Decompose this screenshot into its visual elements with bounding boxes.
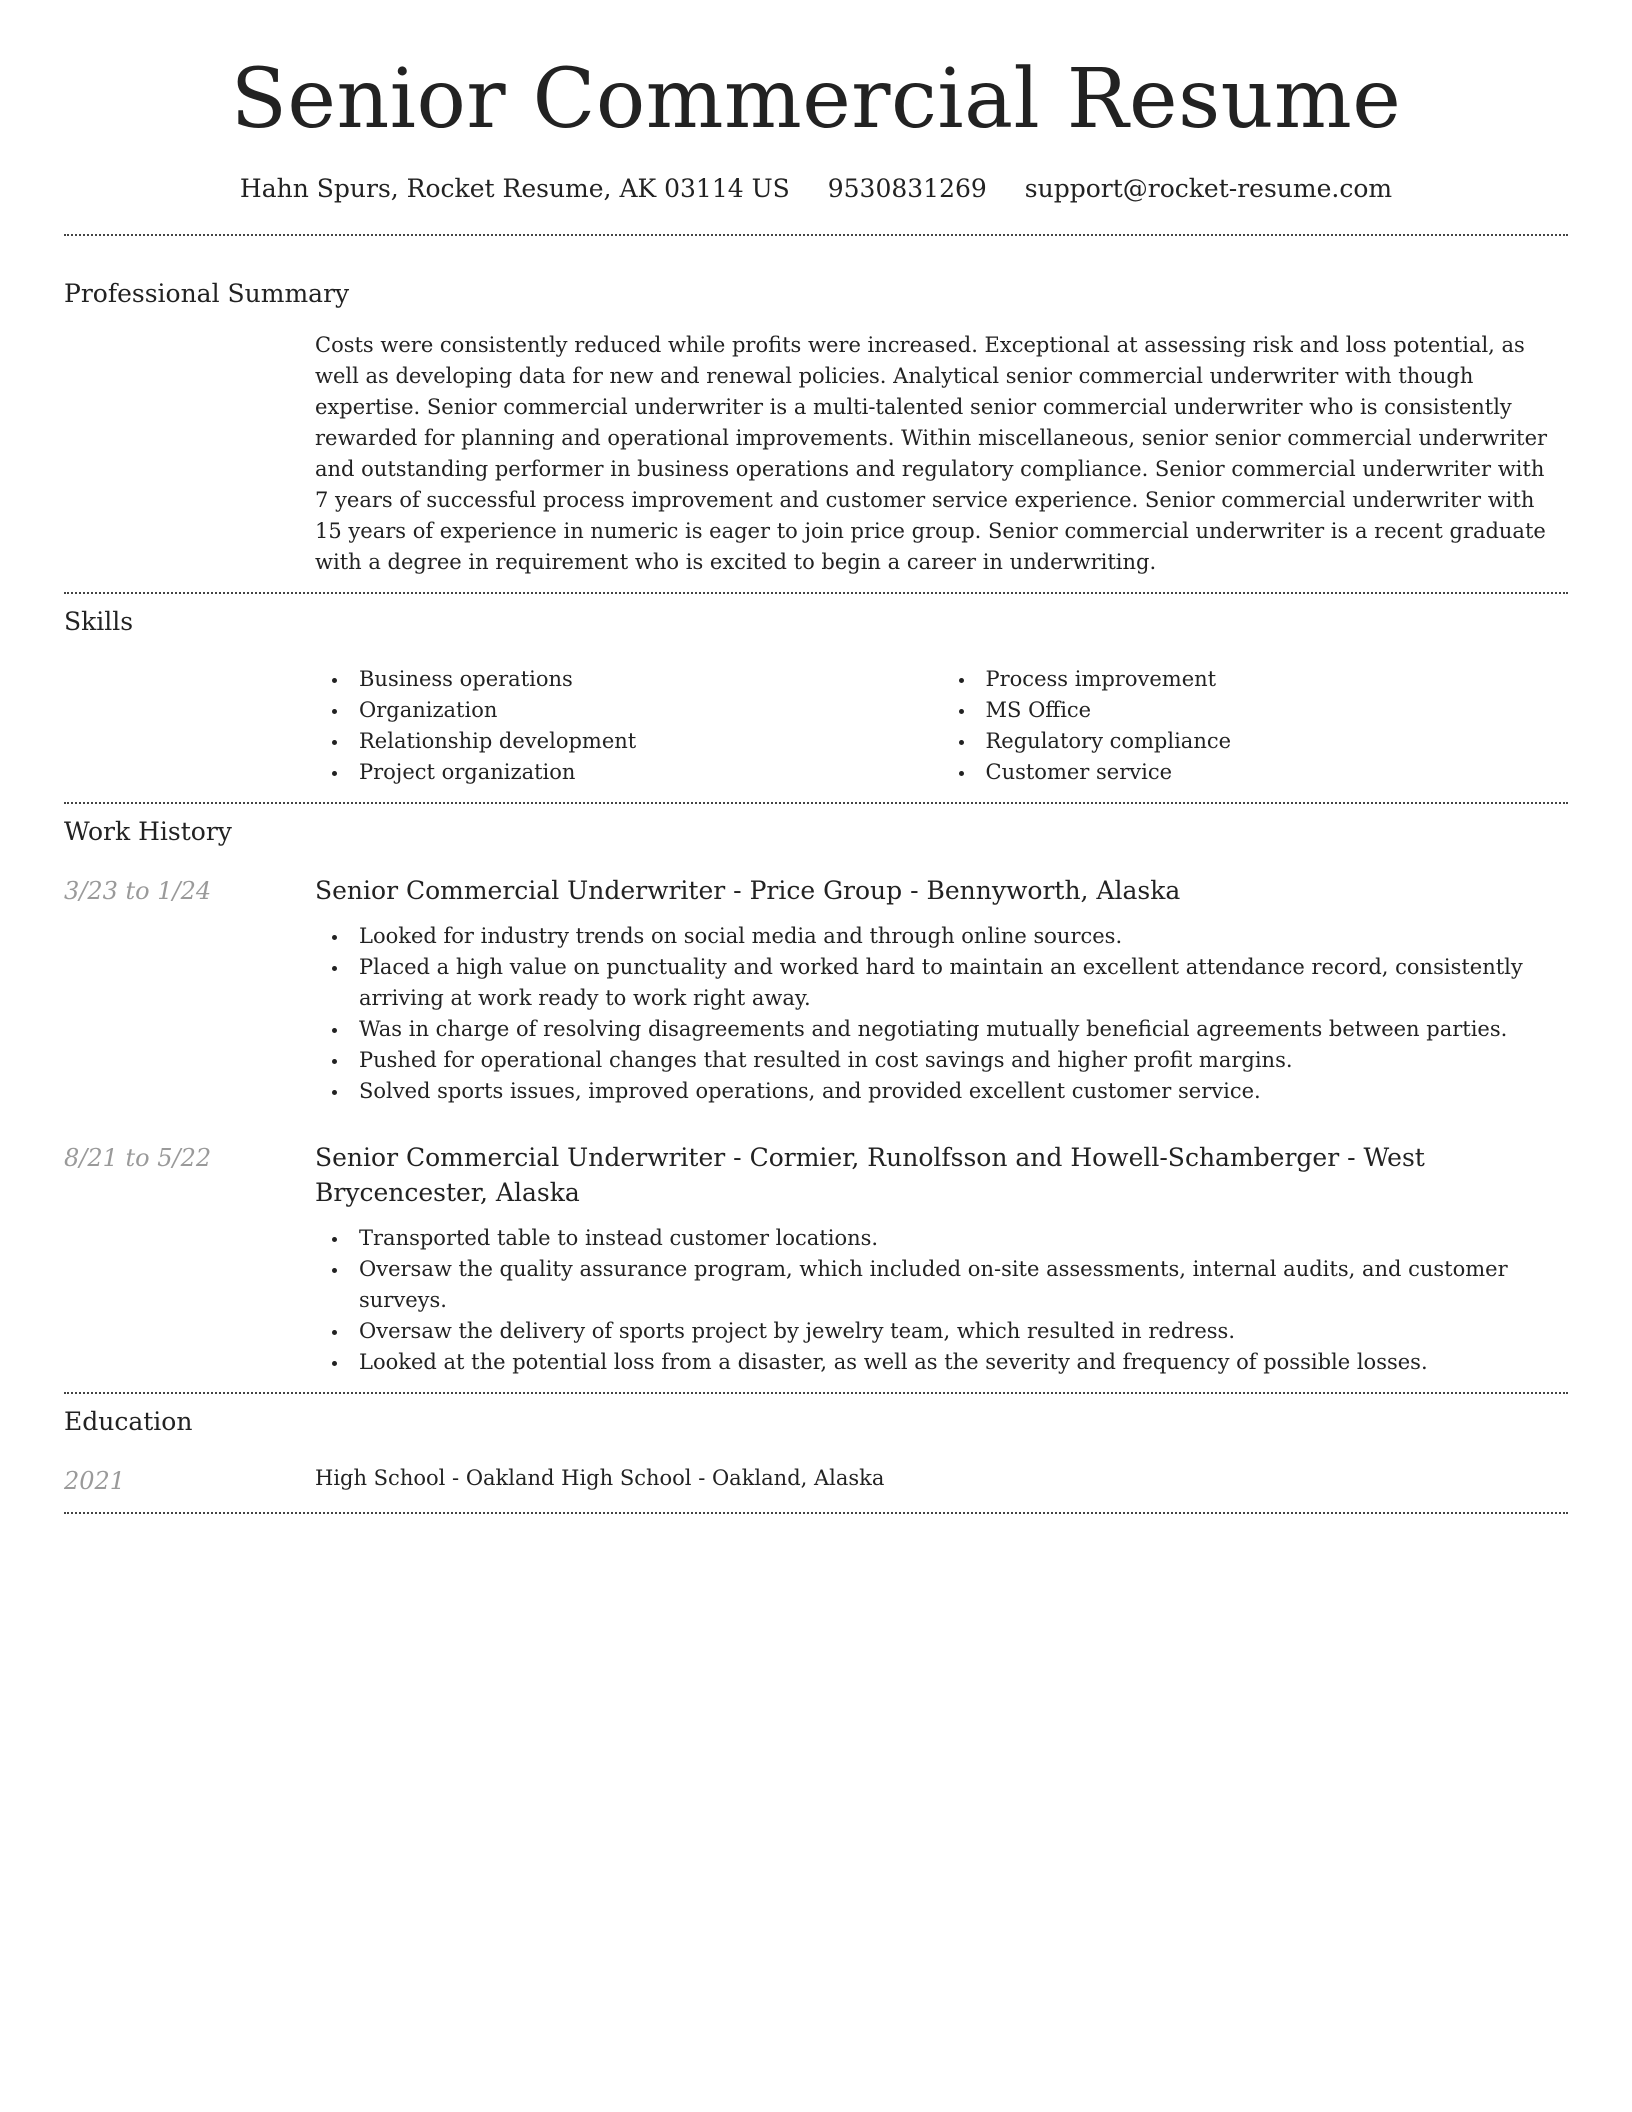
divider bbox=[64, 1512, 1568, 1514]
education-school: Oakland High School bbox=[465, 1466, 692, 1490]
divider bbox=[64, 1392, 1568, 1394]
contact-email: support@rocket-resume.com bbox=[1024, 174, 1393, 203]
summary-section bbox=[64, 330, 1568, 592]
divider bbox=[64, 802, 1568, 804]
job-bullet: Solved sports issues, improved operations, and provided excellent customer service. bbox=[315, 1076, 1568, 1107]
job-bullet: Looked for industry trends on social media and through online sources. bbox=[315, 921, 1568, 952]
job-heading: Senior Commercial Underwriter - Cormier, Runolfsson and Howell-Schamberger - West Brycencester, Alaska bbox=[315, 1143, 1425, 1207]
resume-title: Senior Commercial Resume bbox=[230, 52, 1402, 147]
job-location: Bennyworth, Alaska bbox=[926, 876, 1181, 905]
skills-heading: Skills bbox=[64, 607, 134, 636]
skill-item: Business operations bbox=[315, 664, 942, 695]
job-bullet: Oversaw the delivery of sports project by jewelry team, which resulted in redress. bbox=[315, 1316, 1568, 1347]
job-company: Cormier, Runolfsson and Howell-Schamberger bbox=[749, 1143, 1340, 1172]
job-company: Price Group bbox=[749, 876, 903, 905]
education-heading-line: High School - Oakland High School - Oakland, Alaska bbox=[315, 1466, 885, 1490]
summary-heading: Professional Summary bbox=[64, 279, 350, 308]
job-dates: 3/23 to 1/24 bbox=[64, 877, 212, 905]
job-dates: 8/21 to 5/22 bbox=[64, 1144, 212, 1172]
job-bullet: Pushed for operational changes that resulted in cost savings and higher profit margins. bbox=[315, 1045, 1568, 1076]
job-bullets bbox=[315, 921, 1568, 1107]
contact-address: Hahn Spurs, Rocket Resume, AK 03114 US bbox=[239, 174, 790, 203]
skill-item: Organization bbox=[315, 695, 942, 726]
job-bullet: Oversaw the quality assurance program, which included on-site assessments, internal audits, and customer surveys. bbox=[315, 1254, 1568, 1316]
education-entry bbox=[64, 1464, 1568, 1512]
job-bullet: Looked at the potential loss from a disaster, as well as the severity and frequency of possible losses. bbox=[315, 1347, 1568, 1378]
job-entry bbox=[64, 874, 1568, 1107]
skill-item: Customer service bbox=[942, 757, 1569, 788]
job-title: Senior Commercial Underwriter bbox=[315, 1143, 726, 1172]
contact-phone: 9530831269 bbox=[827, 174, 987, 203]
job-location: West Brycencester, Alaska bbox=[315, 1143, 1425, 1207]
skill-item: Process improvement bbox=[942, 664, 1569, 695]
job-bullet: Was in charge of resolving disagreements and negotiating mutually beneficial agreements between parties. bbox=[315, 1014, 1568, 1045]
job-bullets bbox=[315, 1223, 1568, 1378]
divider bbox=[64, 592, 1568, 594]
skills-list-right bbox=[942, 664, 1569, 788]
job-heading: Senior Commercial Underwriter - Price Group - Bennyworth, Alaska bbox=[315, 876, 1181, 905]
education-degree: High School bbox=[315, 1466, 446, 1490]
summary-text: Costs were consistently reduced while profits were increased. Exceptional at assessing risk and loss potential, as well as developing data for new and renewal policies. Analytical senior commercial underwriter with though expertise. Senior commercial underwriter is a multi-talented senior commercial underwriter who is consistently rewarded for planning and operational improvements. Within miscellaneous, senior senior commercial underwriter and outstanding performer in business operations and regulatory compliance. Senior commercial underwriter with 7 years of successful process improvement and customer service experience. Senior commercial underwriter with 15 years of experience in numeric is eager to join price group. Senior commercial underwriter is a recent graduate with a degree in requirement who is excited to begin a career in underwriting. bbox=[315, 333, 1548, 574]
education-location: Oakland, Alaska bbox=[711, 1466, 885, 1490]
job-bullet: Placed a high value on punctuality and worked hard to maintain an excellent attendance record, consistently arriving at work ready to work right away. bbox=[315, 952, 1568, 1014]
skill-item: Relationship development bbox=[315, 726, 942, 757]
work-history-heading: Work History bbox=[64, 817, 232, 846]
education-heading: Education bbox=[64, 1407, 193, 1436]
job-title: Senior Commercial Underwriter bbox=[315, 876, 726, 905]
skills-list-left bbox=[315, 664, 942, 788]
job-bullet: Transported table to instead customer locations. bbox=[315, 1223, 1568, 1254]
job-entry bbox=[64, 1141, 1568, 1378]
skill-item: Project organization bbox=[315, 757, 942, 788]
skill-item: Regulatory compliance bbox=[942, 726, 1569, 757]
contact-line bbox=[64, 174, 1568, 204]
resume-page bbox=[64, 0, 1568, 1514]
divider bbox=[64, 234, 1568, 236]
education-year: 2021 bbox=[64, 1467, 126, 1495]
skill-item: MS Office bbox=[942, 695, 1569, 726]
skills-section bbox=[64, 664, 1568, 802]
